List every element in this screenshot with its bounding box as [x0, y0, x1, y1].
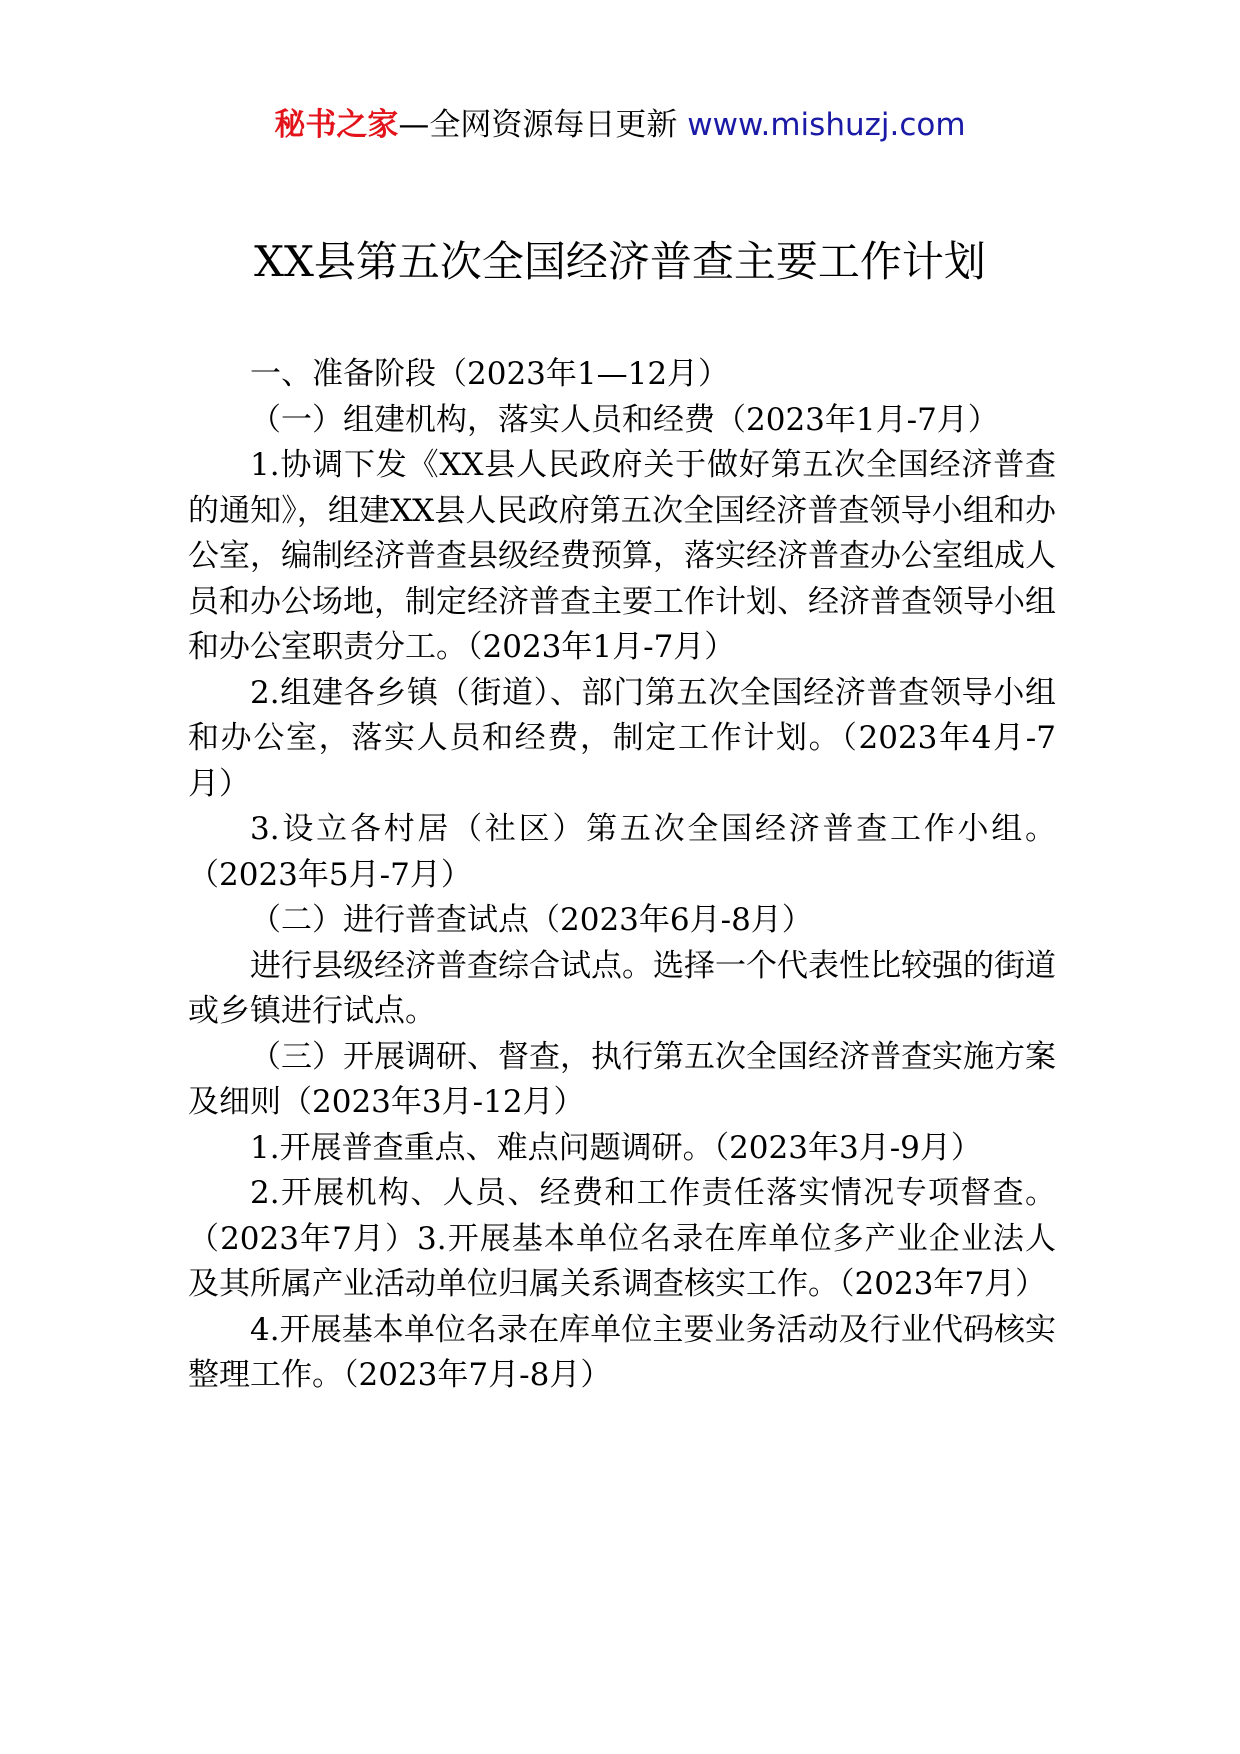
header-banner [0, 100, 1240, 150]
body-paragraph: 1.协调下发《XX县人民政府关于做好第五次全国经济普查的通知》，组建XX县人民政府第五次全国经济普查领导小组和办公室，编制经济普查县级经费预算，落实经济普查办公室组成人员和办公场地，制定经济普查主要工作计划、经济普查领导小组和办公室职责分工。（2023年1月-7月） [188, 447, 1056, 665]
subsection-heading-3: （三）开展调研、督查，执行第五次全国经济普查实施方案及细则（2023年3月-12月） [188, 1038, 1056, 1120]
body-paragraph: 1.开展普查重点、难点问题调研。（2023年3月-9月） [250, 1129, 982, 1166]
subsection-heading-1: （一）组建机构，落实人员和经费（2023年1月-7月） [250, 401, 999, 438]
brand-name: 秘书之家 [274, 107, 399, 143]
subsection-heading-2: （二）进行普查试点（2023年6月-8月） [250, 902, 813, 938]
document-title: XX县第五次全国经济普查主要工作计划 [254, 237, 986, 286]
body-paragraph: 2.开展机构、人员、经费和工作责任落实情况专项督查。（2023年7月）3.开展基本单位名录在库单位多产业企业法人及其所属产业活动单位归属关系调查核实工作。（2023年7月） [188, 1175, 1056, 1302]
body-paragraph: 进行县级经济普查综合试点。选择一个代表性比较强的街道或乡镇进行试点。 [188, 947, 1056, 1029]
body-paragraph: 4.开展基本单位名录在库单位主要业务活动及行业代码核实整理工作。（2023年7月-8月） [188, 1311, 1056, 1393]
document-body [188, 352, 1056, 1399]
section-heading-preparation: 一、准备阶段（2023年1—12月） [250, 356, 730, 392]
header-tagline: —全网资源每日更新 [398, 107, 688, 143]
body-paragraph: 2.组建各乡镇（街道）、部门第五次全国经济普查领导小组和办公室，落实人员和经费，制定工作计划。（2023年4月-7月） [188, 674, 1056, 802]
body-paragraph: 3.设立各村居（社区）第五次全国经济普查工作小组。（2023年5月-7月） [188, 811, 1056, 893]
website-link[interactable]: www.mishuzj.com [687, 107, 966, 143]
